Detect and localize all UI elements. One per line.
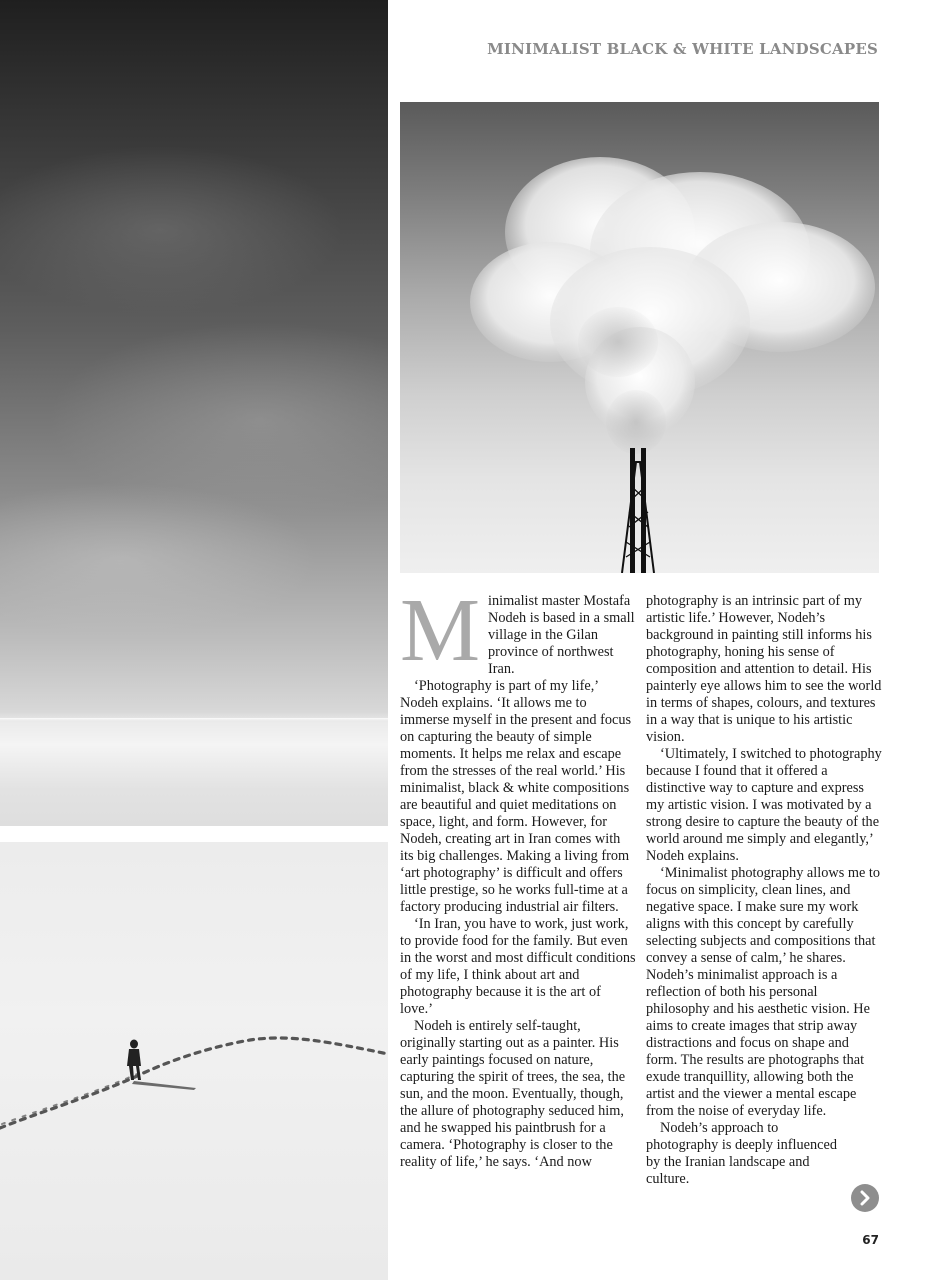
smokestack-photo	[400, 102, 879, 573]
drop-cap: M	[400, 581, 481, 680]
article-column-1	[400, 581, 636, 1171]
paragraph-4: Nodeh is entirely self-taught, originally starting out as a painter. His early paintings focused on nature, capturing the spirit of trees, the sea, the sun, and the moon. Eventually, though, the allure of photography seduced him, and he swapped his paintbrush for a camera. ‘Photography is closer to the reality of life,’ he says. ‘And now	[400, 1018, 626, 1170]
paragraph-3: ‘In Iran, you have to work, just work, to provide food for the family. But even in the worst and most difficult conditions of my life, I think about art and photography because it is the art of love.’	[400, 916, 636, 1017]
horizon-line	[0, 718, 388, 721]
paragraph-5: photography is an intrinsic part of my artistic life.’ However, Nodeh’s background in painting still informs his photography, honing his sense of composition and attention to detail. His painterly eye allows him to see the world in terms of shapes, colours, and textures in a way that is unique to his artistic vision.	[646, 593, 882, 745]
chevron-right-icon[interactable]	[851, 1184, 879, 1212]
paragraph-1	[400, 581, 636, 680]
walker-footprints-art	[0, 842, 388, 1280]
running-head: MINIMALIST BLACK & WHITE LANDSCAPES	[487, 40, 878, 58]
article-column-2	[646, 593, 882, 1188]
paragraph-8: Nodeh’s approach to photography is deeply influenced by the Iranian landscape and culture.	[646, 1120, 837, 1187]
paragraph-1-text: inimalist master Mostafa Nodeh is based in a small village in the Gilan province of northwest Iran.	[488, 593, 635, 677]
walker-footprints-photo	[0, 842, 388, 1280]
chevron-right-glyph	[857, 1190, 873, 1206]
page-number: 67	[862, 1233, 879, 1247]
sky-snowfield-photo	[0, 0, 388, 826]
smoke-cloud-art	[400, 102, 879, 573]
paragraph-2: ‘Photography is part of my life,’ Nodeh explains. ‘It allows me to immerse myself in the present and focus on capturing the beauty of simple moments. It helps me relax and escape from the stresses of the real world.’ His minimalist, black & white compositions are beautiful and quiet meditations on space, light, and form. However, for Nodeh, creating art in Iran comes with its big challenges. Making a living from ‘art photography’ is difficult and offers little prestige, so he works full-time at a factory producing industrial air filters.	[400, 678, 632, 915]
paragraph-6: ‘Ultimately, I switched to photography because I found that it offered a distinctive way to capture and express my artistic vision. I was motivated by a strong desire to capture the beauty of the world around me simply and elegantly,’ Nodeh explains.	[646, 746, 882, 864]
paragraph-7: ‘Minimalist photography allows me to focus on simplicity, clean lines, and negative space. I make sure my work aligns with this concept by carefully selecting subjects and compositions that convey a sense of calm,’ he shares. Nodeh’s minimalist approach is a reflection of both his personal philosophy and his aesthetic vision. He aims to create images that strip away distractions and focus on shape and form. The results are photographs that exude tranquillity, allowing both the artist and the viewer a mental escape from the noise of everyday life.	[646, 865, 880, 1119]
